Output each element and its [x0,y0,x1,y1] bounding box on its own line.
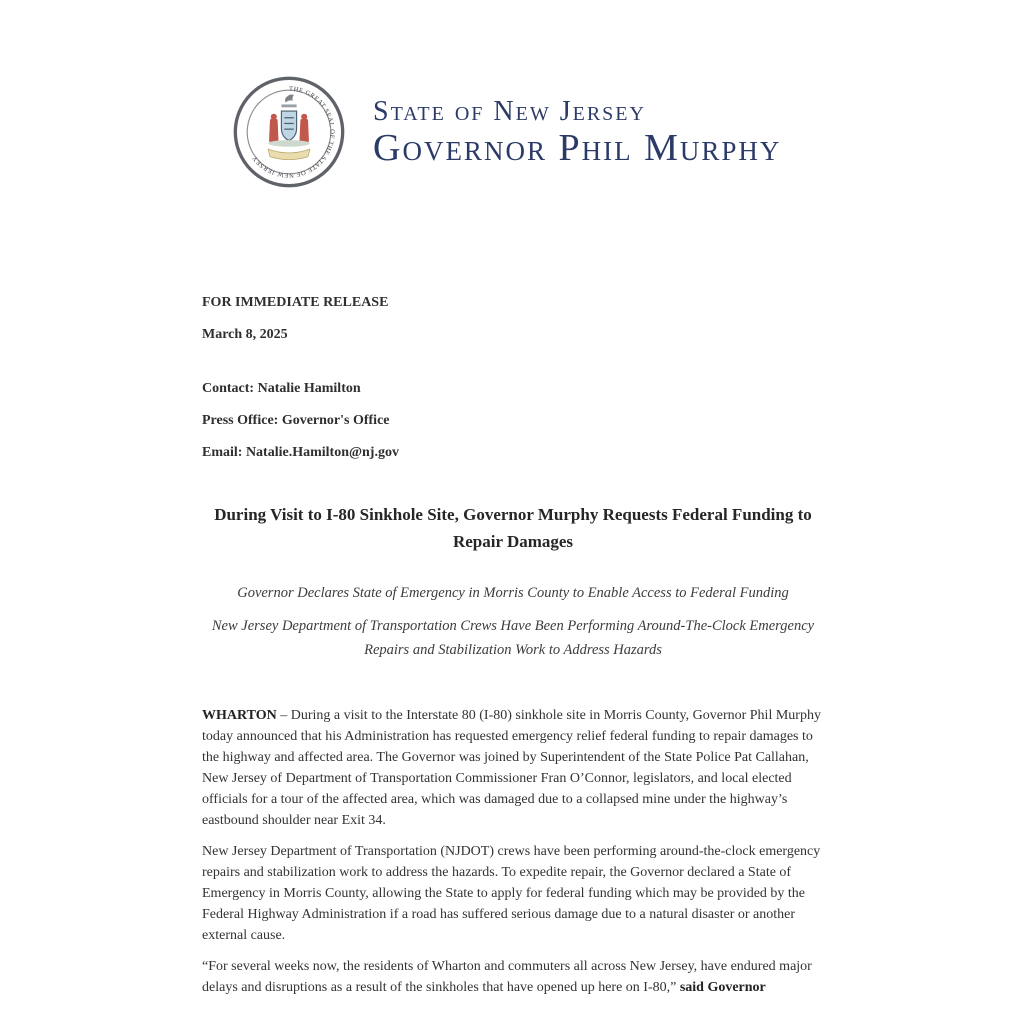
quote-attribution: said Governor [679,980,766,995]
press-office-line: Press Office: Governor's Office [202,413,390,428]
body-paragraph-1-text: – During a visit to the Interstate 80 (I-80) sinkhole site in Morris County, Governor Phil Murphy today announced that his Administration has requested emergency relief federal funding to repair damages to the highway and affected area. The Governor was joined by Superintendent of the State Police Pat Callahan, New Jersey of Department of Transportation Commissioner Fran O’Connor, legislators, and local elected officials for a tour of the affected area, which was damaged due to a collapsed mine under the highway’s eastbound shoulder near Exit 34. [202,708,821,828]
new-jersey-state-seal-icon [232,75,346,189]
contact-line: Contact: Natalie Hamilton [202,381,361,396]
seal-ground [268,140,310,147]
masthead [232,75,824,189]
dateline-wharton: WHARTON [202,708,277,723]
seal-figure-liberty-body [269,118,279,143]
state-of-new-jersey-title: State of New Jersey [373,96,646,128]
subheadline-2: New Jersey Department of Transportation Crews Have Been Performing Around-The-Clock Emergency Repairs and Stabilization Work to Address Hazards [211,618,815,658]
email-line: Email: Natalie.Hamilton@nj.gov [202,445,399,460]
article-body [202,705,824,998]
release-date: March 8, 2025 [202,327,288,342]
seal-ring-text: THE GREAT SEAL OF THE STATE OF NEW JERSEY [250,85,336,179]
release-info-block [202,293,824,462]
body-paragraph-3-text: “For several weeks now, the residents of Wharton and commuters all across New Jersey, have endured major delays and disruptions as a result of the sinkholes that have opened up here on I-80,” [202,959,812,995]
subheadline-1: Governor Declares State of Emergency in Morris County to Enable Access to Federal Funding [237,585,789,601]
body-paragraph-2 [202,841,824,946]
seal-figure-ceres-body [299,118,309,143]
body-paragraph-3 [202,956,824,998]
headline: During Visit to I-80 Sinkhole Site, Governor Murphy Requests Federal Funding to Repair Damages [214,505,812,551]
seal-helmet [281,104,296,107]
body-paragraph-1 [202,705,824,831]
seal-shield [281,111,296,140]
for-immediate-release-label: FOR IMMEDIATE RELEASE [202,295,389,310]
governor-phil-murphy-title: Governor Phil Murphy [373,127,782,170]
press-release-content [202,75,824,998]
body-paragraph-2-text: New Jersey Department of Transportation (NJDOT) crews have been performing around-the-clock emergency repairs and stabilization work to address the hazards. To expedite repair, the Governor declared a State of Emergency in Morris County, allowing the State to apply for federal funding which may be provided by the Federal Highway Administration if a road has suffered serious damage due to a natural disaster or another external cause. [202,844,821,943]
masthead-titles [373,94,781,170]
